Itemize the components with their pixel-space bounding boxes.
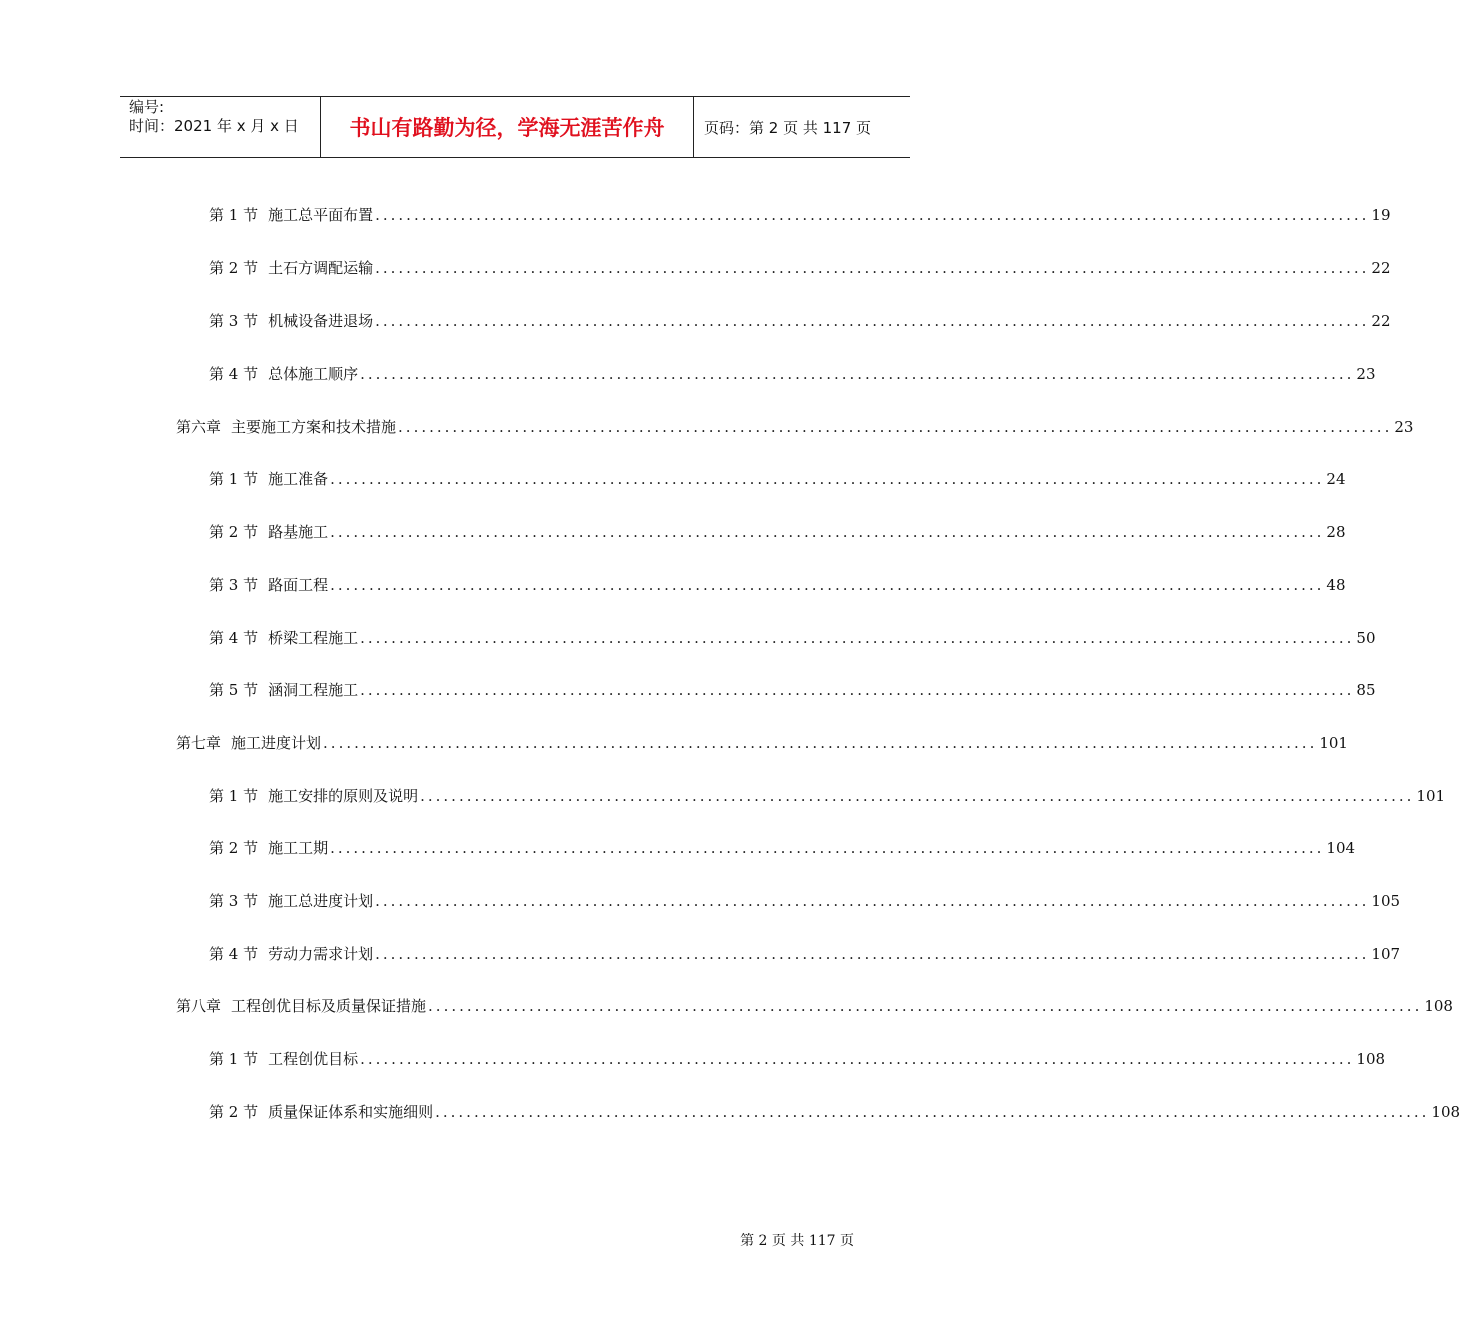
toc-entry-title: 施工总平面布置 <box>268 206 374 224</box>
toc-entry-page: 108 <box>1356 1050 1386 1068</box>
toc-leader-dots: ................................................................................................................................ <box>330 576 1325 594</box>
toc-entry[interactable] <box>209 469 1346 489</box>
toc-entry-title: 工程创优目标 <box>268 1050 359 1068</box>
toc-entry-title: 劳动力需求计划 <box>268 945 374 963</box>
toc-entry-page: 108 <box>1431 1103 1460 1121</box>
toc-leader-dots: ................................................................................................................................ <box>375 206 1370 224</box>
toc-leader-dots: ................................................................................................................................ <box>360 365 1355 383</box>
toc-entry-page: 28 <box>1326 523 1346 541</box>
header-motto: 书山有路勤为径，学海无涯苦作舟 <box>321 97 694 157</box>
toc-entry[interactable] <box>209 205 1391 225</box>
toc-entry-title: 总体施工顺序 <box>268 365 359 383</box>
toc-chapter-entry[interactable] <box>176 996 1453 1016</box>
toc-entry-number: 第八章 <box>176 997 222 1015</box>
toc-entry[interactable] <box>209 944 1401 964</box>
toc-entry-page: 50 <box>1356 629 1376 647</box>
toc-entry-page: 24 <box>1326 470 1346 488</box>
toc-entry[interactable] <box>209 258 1391 278</box>
toc-entry-title: 涵洞工程施工 <box>268 681 359 699</box>
toc-leader-dots: ................................................................................................................................ <box>330 470 1325 488</box>
toc-leader-dots: ................................................................................................................................ <box>375 892 1370 910</box>
document-number-label: 编号: <box>129 98 165 116</box>
toc-entry-number: 第 2 节 <box>209 523 259 541</box>
toc-entry-page: 105 <box>1371 892 1401 910</box>
toc-leader-dots: ................................................................................................................................ <box>375 312 1370 330</box>
page-footer: 第 2 页 共 117 页 <box>740 1233 854 1249</box>
toc-entry-number: 第 3 节 <box>209 892 259 910</box>
toc-entry-title: 施工工期 <box>268 839 329 857</box>
toc-entry-page: 22 <box>1371 312 1391 330</box>
toc-leader-dots: ................................................................................................................................ <box>330 523 1325 541</box>
toc-entry-number: 第 2 节 <box>209 1103 259 1121</box>
toc-entry-page: 108 <box>1424 997 1453 1015</box>
toc-entry-page: 22 <box>1371 259 1391 277</box>
toc-entry-page: 101 <box>1319 734 1348 752</box>
toc-entry-page: 85 <box>1356 681 1376 699</box>
toc-entry-number: 第 3 节 <box>209 312 259 330</box>
toc-entry-title: 施工进度计划 <box>231 734 322 752</box>
toc-entry-number: 第 2 节 <box>209 259 259 277</box>
toc-leader-dots: ................................................................................................................................ <box>375 259 1370 277</box>
toc-leader-dots: ................................................................................................................................ <box>398 418 1393 436</box>
toc-leader-dots: ................................................................................................................................ <box>360 629 1355 647</box>
toc-leader-dots: ................................................................................................................................ <box>428 997 1423 1015</box>
toc-entry-page: 23 <box>1394 418 1414 436</box>
toc-leader-dots: ................................................................................................................................ <box>360 681 1355 699</box>
toc-entry[interactable] <box>209 1102 1460 1122</box>
toc-entry-title: 路基施工 <box>268 523 329 541</box>
toc-entry[interactable] <box>209 838 1356 858</box>
toc-entry[interactable] <box>209 1049 1386 1069</box>
toc-entry-title: 质量保证体系和实施细则 <box>268 1103 434 1121</box>
toc-leader-dots: ................................................................................................................................ <box>330 839 1325 857</box>
toc-entry[interactable] <box>209 786 1446 806</box>
toc-entry-number: 第 1 节 <box>209 470 259 488</box>
toc-entry-page: 19 <box>1371 206 1391 224</box>
toc-entry-title: 主要施工方案和技术措施 <box>231 418 397 436</box>
toc-entry-number: 第 5 节 <box>209 681 259 699</box>
toc-entry-page: 48 <box>1326 576 1346 594</box>
toc-entry[interactable] <box>209 628 1376 648</box>
toc-entry-number: 第 1 节 <box>209 206 259 224</box>
toc-entry-number: 第七章 <box>176 734 222 752</box>
toc-entry-page: 104 <box>1326 839 1356 857</box>
toc-entry-title: 机械设备进退场 <box>268 312 374 330</box>
toc-leader-dots: ................................................................................................................................ <box>323 734 1318 752</box>
toc-leader-dots: ................................................................................................................................ <box>435 1103 1430 1121</box>
toc-entry-number: 第 4 节 <box>209 365 259 383</box>
toc-chapter-entry[interactable] <box>176 733 1348 753</box>
toc-entry[interactable] <box>209 891 1401 911</box>
toc-entry[interactable] <box>209 680 1376 700</box>
toc-entry-number: 第 1 节 <box>209 787 259 805</box>
toc-leader-dots: ................................................................................................................................ <box>360 1050 1355 1068</box>
toc-entry-number: 第 2 节 <box>209 839 259 857</box>
toc-entry-title: 工程创优目标及质量保证措施 <box>231 997 427 1015</box>
toc-entry-page: 107 <box>1371 945 1401 963</box>
toc-entry-number: 第 1 节 <box>209 1050 259 1068</box>
toc-entry-number: 第六章 <box>176 418 222 436</box>
header-page-number: 页码：第 2 页 共 117 页 <box>704 118 872 137</box>
toc-entry-title: 施工安排的原则及说明 <box>268 787 419 805</box>
document-time: 时间：2021 年 x 月 x 日 <box>129 117 299 135</box>
toc-entry-page: 23 <box>1356 365 1376 383</box>
toc-entry[interactable] <box>209 522 1346 542</box>
toc-entry-page: 101 <box>1416 787 1446 805</box>
toc-entry[interactable] <box>209 364 1376 384</box>
toc-entry-title: 施工总进度计划 <box>268 892 374 910</box>
toc-leader-dots: ................................................................................................................................ <box>420 787 1415 805</box>
toc-entry-title: 施工准备 <box>268 470 329 488</box>
toc-entry-title: 土石方调配运输 <box>268 259 374 277</box>
toc-leader-dots: ................................................................................................................................ <box>375 945 1370 963</box>
toc-entry-title: 桥梁工程施工 <box>268 629 359 647</box>
toc-entry-number: 第 4 节 <box>209 629 259 647</box>
toc-entry[interactable] <box>209 311 1391 331</box>
toc-entry[interactable] <box>209 575 1346 595</box>
toc-entry-title: 路面工程 <box>268 576 329 594</box>
toc-entry-number: 第 4 节 <box>209 945 259 963</box>
toc-entry-number: 第 3 节 <box>209 576 259 594</box>
toc-chapter-entry[interactable] <box>176 417 1414 437</box>
